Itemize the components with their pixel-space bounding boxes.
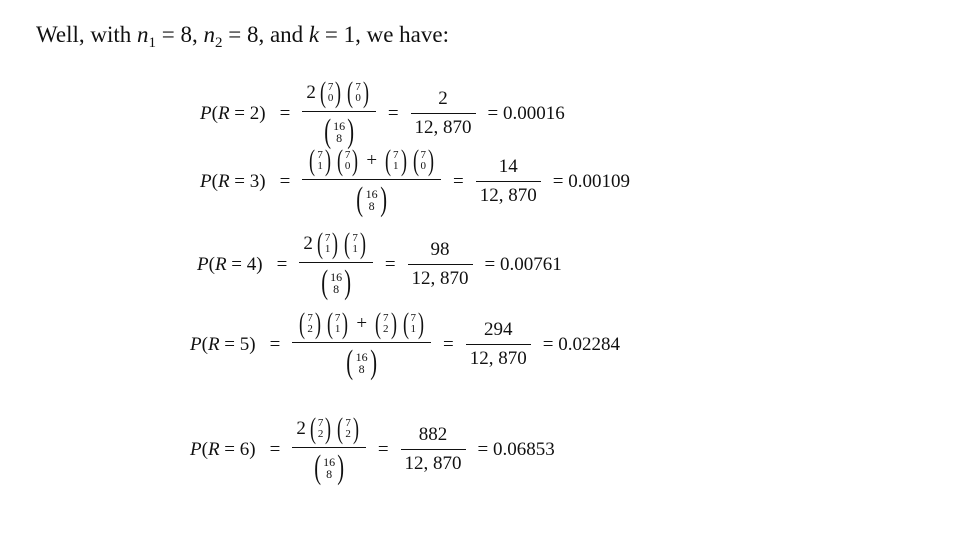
equals-sign: =: [279, 102, 291, 124]
result: = 0.00016: [487, 102, 565, 124]
coefficient: 2: [306, 82, 316, 103]
binomial: ( 7 0 ): [319, 76, 342, 109]
binomial: ( 7 2 ): [299, 307, 321, 340]
binomial: ( 7 2 ): [375, 307, 397, 340]
denominator: [349, 180, 394, 217]
equals-sign: =: [269, 438, 281, 460]
binomial: ( 16 8 ): [346, 344, 377, 381]
numerator: [292, 309, 431, 342]
denominator: [314, 263, 359, 300]
binomial: ( 16 8 ): [356, 181, 387, 218]
denominator: 12, 870: [479, 185, 537, 206]
denominator: [339, 343, 384, 380]
numerator: 882: [418, 424, 448, 445]
denominator: [307, 448, 352, 485]
n1-sub: 1: [148, 35, 156, 51]
intro-lead: Well, with: [36, 22, 137, 47]
equals-sign: =: [276, 253, 288, 275]
binomial: ( 7 0 ): [347, 76, 369, 109]
n2-eq: = 8, and: [222, 22, 309, 47]
plus-sign: +: [366, 150, 378, 171]
equals-sign: =: [384, 253, 396, 275]
binomial: ( 16 8 ): [314, 449, 345, 486]
equation-r5: [190, 309, 628, 380]
lhs: P(R = 3): [200, 170, 266, 192]
numeric-fraction: [411, 88, 476, 139]
numerator: 98: [430, 239, 450, 260]
binomial: ( 7 1 ): [402, 307, 425, 340]
intro-sentence: [36, 22, 449, 52]
numerator: [302, 78, 376, 111]
numeric-fraction: [466, 319, 531, 370]
binomial-fraction: [292, 414, 366, 485]
equals-sign: =: [387, 102, 399, 124]
result: = 0.00761: [484, 253, 562, 275]
equation-r2: [200, 78, 573, 149]
equals-sign: =: [453, 170, 464, 192]
equation-r4: [197, 229, 570, 300]
binomial: ( 7 0 ): [412, 144, 435, 177]
result: = 0.02284: [542, 333, 620, 355]
denominator: 12, 870: [411, 268, 469, 289]
equation-r3: [200, 146, 638, 217]
numerator: 14: [498, 156, 518, 177]
binomial: ( 7 1 ): [344, 227, 366, 260]
binomial: ( 16 8 ): [321, 264, 352, 301]
equation-r6: [190, 414, 563, 485]
n2-var: n: [203, 22, 215, 47]
numeric-fraction: [476, 156, 541, 207]
binomial: ( 7 1 ): [309, 144, 331, 177]
numeric-fraction: [408, 239, 473, 290]
binomial-fraction: [302, 78, 376, 149]
k-var: k: [308, 22, 320, 47]
numerator: [302, 146, 441, 179]
binomial: ( 7 2 ): [309, 412, 332, 445]
denominator: 12, 870: [414, 117, 472, 138]
k-eq: = 1, we have:: [319, 22, 449, 47]
binomial-fraction: [292, 309, 431, 380]
binomial-fraction: [299, 229, 373, 300]
binomial: ( 7 1 ): [385, 144, 407, 177]
lhs: P(R = 2): [200, 102, 266, 124]
numeric-fraction: [401, 424, 466, 475]
equals-sign: =: [279, 170, 291, 192]
coefficient: 2: [296, 418, 306, 439]
binomial: ( 7 1 ): [316, 227, 339, 260]
binomial-fraction: [302, 146, 441, 217]
result: = 0.06853: [477, 438, 555, 460]
numerator: 2: [438, 88, 448, 109]
lhs: P(R = 5): [190, 333, 256, 355]
lhs: P(R = 6): [190, 438, 256, 460]
binomial: ( 7 1 ): [326, 307, 349, 340]
denominator: 12, 870: [404, 453, 462, 474]
coefficient: 2: [303, 233, 313, 254]
numerator: [292, 414, 366, 447]
binomial: ( 16 8 ): [324, 113, 355, 150]
numerator: [299, 229, 373, 262]
n2-sub: 2: [214, 35, 223, 51]
equals-sign: =: [269, 333, 281, 355]
result: = 0.00109: [552, 170, 630, 192]
lhs: P(R = 4): [197, 253, 263, 275]
equals-sign: =: [377, 438, 389, 460]
plus-sign: +: [356, 313, 368, 334]
n1-var: n: [137, 22, 149, 47]
denominator: 12, 870: [469, 348, 527, 369]
binomial: ( 7 2 ): [337, 412, 359, 445]
equals-sign: =: [443, 333, 454, 355]
binomial: ( 7 0 ): [336, 144, 359, 177]
numerator: 294: [484, 319, 513, 340]
n1-eq: = 8,: [156, 22, 204, 47]
